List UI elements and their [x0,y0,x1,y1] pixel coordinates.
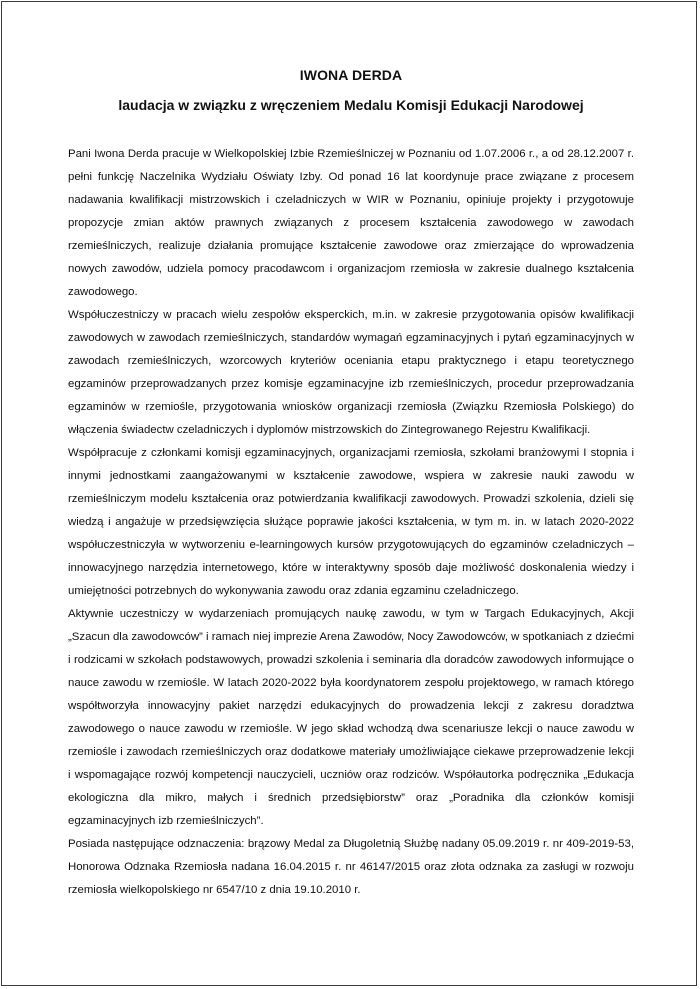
document-title: IWONA DERDA [299,67,403,83]
paragraph-awards: Posiada następujące odznaczenia: brązowy Medal za Długoletnią Służbę nadany 05.09.2019 r. nr 409-2019-53, Honorowa Odznaka Rzemiosła nadana 16.04.2015 r. nr 46147/2015 oraz złota odznaka za zasługi w rozwoju rzemiosła wielkopolskiego nr 6547/10 z dnia 19.10.2010 r. [68,838,634,896]
paragraph-cooperation: Współpracuje z członkami komisji egzaminacyjnych, organizacjami rzemiosła, szkołami branżowymi I stopnia i innymi jednostkami zaangażowanymi w kształcenie zawodowe, wspiera w zakresie nauki zawodu w rzemieślniczym modelu kształcenia oraz potwierdzania kwalifikacji zawodowych. Prowadzi szkolenia, dzieli się wiedzą i angażuje w przedsięwzięcia służące poprawie jakości kształcenia, w tym m. in. w latach 2020-2022 współuczestniczyła w wytworzeniu e-learningowych kursów przygotowujących do egzaminów czeladniczych – innowacyjnego narzędzia internetowego, które w interaktywny sposób daje możliwość doskonalenia wiedzy i umiejętności potrzebnych do wykonywania zawodu oraz zdania egzaminu czeladniczego. [68,447,634,597]
document-subtitle: laudacja w związku z wręczeniem Medalu Komisji Edukacji Narodowej [118,97,584,113]
document-content [68,64,634,902]
document-body [68,143,634,902]
page-frame [1,1,697,986]
paragraph-employment: Pani Iwona Derda pracuje w Wielkopolskiej Izbie Rzemieślniczej w Poznaniu od 1.07.2006 r., a od 28.12.2007 r. pełni funkcję Naczelnika Wydziału Oświaty Izby. Od ponad 16 lat koordynuje prace związane z procesem nadawania kwalifikacji mistrzowskich i czeladniczych w WIR w Poznaniu, opiniuje projekty i przygotowuje propozycje zmian aktów prawnych związanych z procesem kształcenia zawodowego w zawodach rzemieślniczych, realizuje działania promujące kształcenie zawodowe oraz zmierzające do wprowadzenia nowych zawodów, udziela pomocy pracodawcom i organizacjom rzemiosła w zakresie dualnego kształcenia zawodowego. [68,148,634,298]
paragraph-expert-teams: Współuczestniczy w pracach wielu zespołów eksperckich, m.in. w zakresie przygotowania opisów kwalifikacji zawodowych w zawodach rzemieślniczych, standardów wymagań egzaminacyjnych i pytań egzaminacyjnych w zawodach rzemieślniczych, wzorcowych kryteriów oceniania etapu praktycznego i etapu teoretycznego egzaminów przeprowadzanych przez komisje egzaminacyjne izb rzemieślniczych, procedur przeprowadzania egzaminów w rzemiośle, przygotowania wniosków organizacji rzemiosła (Związku Rzemiosła Polskiego) do włączenia świadectw czeladniczych i dyplomów mistrzowskich do Zintegrowanego Rejestru Kwalifikacji. [68,309,634,436]
paragraph-promotion: Aktywnie uczestniczy w wydarzeniach promujących naukę zawodu, w tym w Targach Edukacyjnych, Akcji „Szacun dla zawodowców” i ramach niej imprezie Arena Zawodów, Nocy Zawodowców, w spotkaniach z dziećmi i rodzicami w szkołach podstawowych, prowadzi szkolenia i seminaria dla doradców zawodowych informujące o nauce zawodu w rzemiośle. W latach 2020-2022 była koordynatorem zespołu projektowego, w ramach którego współtworzyła innowacyjny pakiet narzędzi edukacyjnych do prowadzenia lekcji z zakresu doradztwa zawodowego o nauce zawodu w rzemiośle. W jego skład wchodzą dwa scenariusze lekcji o nauce zawodu w rzemiośle i zawodach rzemieślniczych oraz dodatkowe materiały umożliwiające ciekawe przeprowadzenie lekcji i wspomagające rozwój kompetencji nauczycieli, uczniów oraz rodziców. Współautorka podręcznika „Edukacja ekologiczna dla mikro, małych i średnich przedsiębiorstw” oraz „Poradnika dla członków komisji egzaminacyjnych izb rzemieślniczych”. [68,608,634,827]
